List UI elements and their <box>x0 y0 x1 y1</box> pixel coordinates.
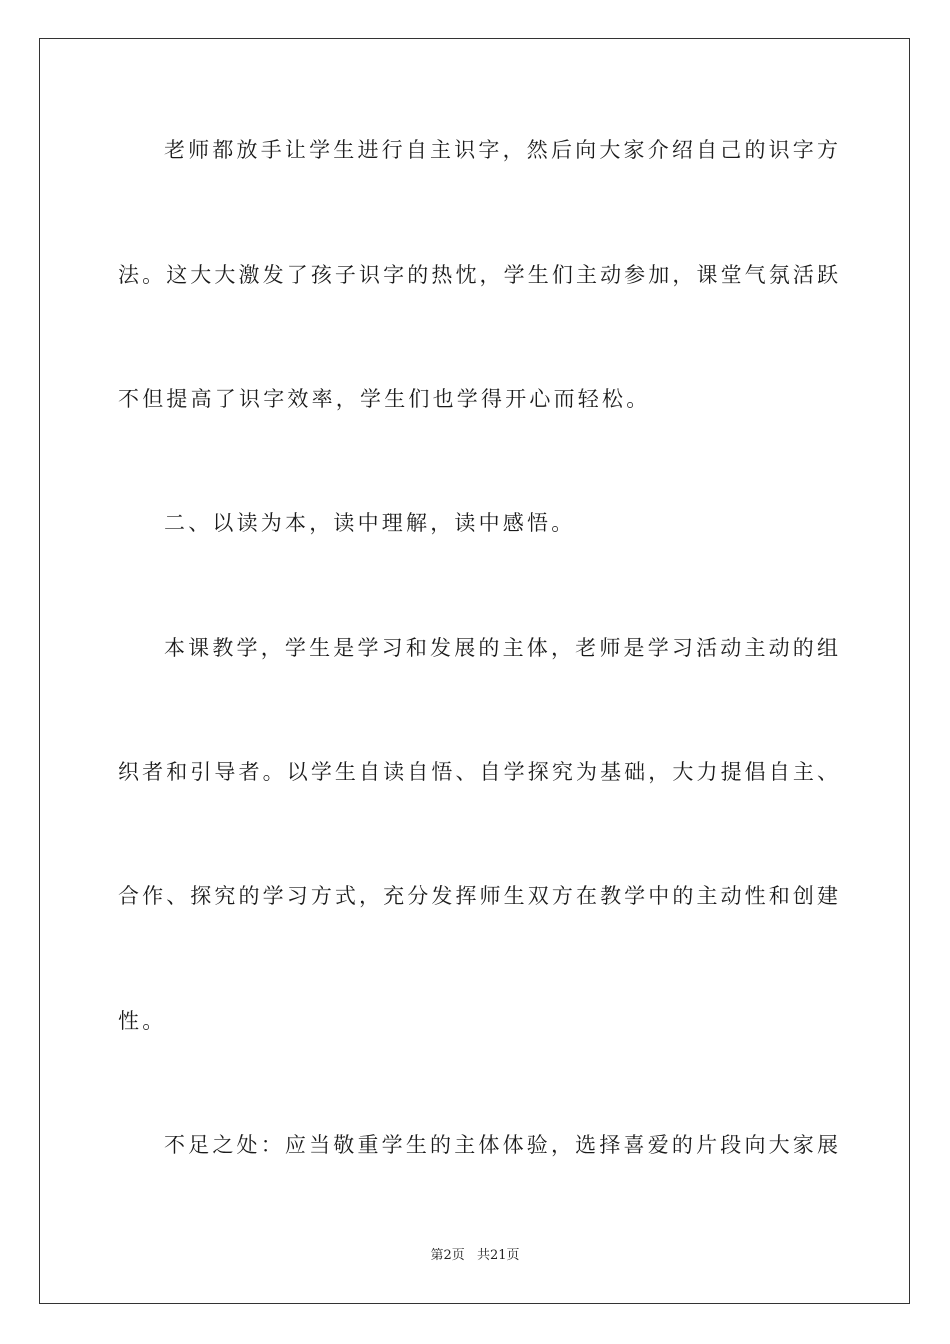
paragraph-line: 不但提高了识字效率，学生们也学得开心而轻松。 <box>118 387 651 411</box>
paragraph-line: 法。这大大激发了孩子识字的热忱，学生们主动参加，课堂气氛活跃 <box>118 263 838 287</box>
paragraph-line: 合作、探究的学习方式，充分发挥师生双方在教学中的主动性和创建 <box>118 884 838 908</box>
paragraph-line: 织者和引导者。以学生自读自悟、自学探究为基础，大力提倡自主、 <box>118 760 838 784</box>
page-border <box>39 38 910 1304</box>
section-heading: 二、以读为本，读中理解，读中感悟。 <box>164 511 576 535</box>
page-footer <box>0 1247 950 1265</box>
paragraph-line: 性。 <box>118 1009 167 1033</box>
page-number: 第2页 <box>430 1248 465 1263</box>
paragraph-line: 老师都放手让学生进行自主识字，然后向大家介绍自己的识字方 <box>164 138 838 162</box>
paragraph-line: 本课教学，学生是学习和发展的主体，老师是学习活动主动的组 <box>164 636 838 660</box>
page-total: 共21页 <box>476 1248 520 1263</box>
paragraph-line: 不足之处：应当敬重学生的主体体验，选择喜爱的片段向大家展 <box>164 1133 838 1157</box>
